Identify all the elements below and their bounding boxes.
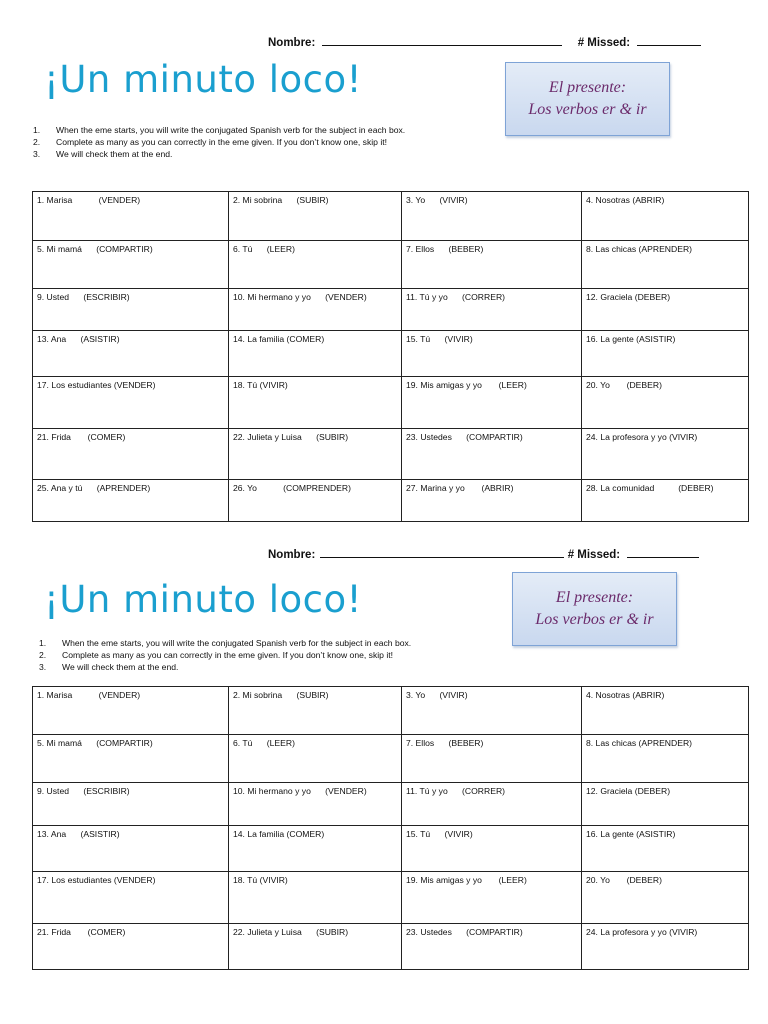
verb-cell[interactable]: 9. Usted (ESCRIBIR) bbox=[33, 783, 229, 826]
verb-cell[interactable]: 23. Ustedes (COMPARTIR) bbox=[402, 924, 582, 970]
verb-cell[interactable]: 25. Ana y tú (APRENDER) bbox=[33, 480, 229, 522]
verb-cell[interactable]: 15. Tú (VIVIR) bbox=[402, 331, 582, 377]
verb-cell[interactable]: 10. Mi hermano y yo (VENDER) bbox=[229, 783, 402, 826]
table-row bbox=[33, 331, 749, 377]
verb-cell[interactable]: 21. Frida (COMER) bbox=[33, 429, 229, 480]
verb-cell[interactable]: 17. Los estudiantes (VENDER) bbox=[33, 872, 229, 924]
verb-cell[interactable]: 4. Nosotras (ABRIR) bbox=[582, 192, 749, 241]
instruction-item: 1. When the eme starts, you will write the conjugated Spanish verb for the subject in each box. bbox=[39, 638, 412, 648]
verb-cell[interactable]: 8. Las chicas (APRENDER) bbox=[582, 241, 749, 289]
table-row bbox=[33, 826, 749, 872]
nombre-label: Nombre: bbox=[268, 549, 316, 561]
verb-grid bbox=[32, 686, 749, 970]
table-row bbox=[33, 735, 749, 783]
instruction-item: 3. We will check them at the end. bbox=[39, 662, 179, 672]
verb-cell[interactable]: 14. La familia (COMER) bbox=[229, 331, 402, 377]
verb-cell[interactable]: 11. Tú y yo (CORRER) bbox=[402, 289, 582, 331]
verb-cell[interactable]: 9. Usted (ESCRIBIR) bbox=[33, 289, 229, 331]
instructions-list bbox=[33, 124, 405, 160]
verb-cell[interactable]: 20. Yo (DEBER) bbox=[582, 377, 749, 429]
verb-cell[interactable]: 7. Ellos (BEBER) bbox=[402, 735, 582, 783]
instruction-item: 1. When the eme starts, you will write the conjugated Spanish verb for the subject in each box. bbox=[33, 125, 406, 135]
verb-cell[interactable]: 17. Los estudiantes (VENDER) bbox=[33, 377, 229, 429]
verb-cell[interactable]: 22. Julieta y Luisa (SUBIR) bbox=[229, 924, 402, 970]
verb-cell[interactable]: 27. Marina y yo (ABRIR) bbox=[402, 480, 582, 522]
topic-box bbox=[512, 572, 677, 646]
verb-cell[interactable]: 21. Frida (COMER) bbox=[33, 924, 229, 970]
nombre-blank[interactable] bbox=[322, 34, 562, 46]
missed-blank[interactable] bbox=[627, 546, 699, 558]
verb-cell[interactable]: 7. Ellos (BEBER) bbox=[402, 241, 582, 289]
missed-blank[interactable] bbox=[637, 34, 701, 46]
verb-cell[interactable]: 1. Marisa (VENDER) bbox=[33, 192, 229, 241]
verb-cell[interactable]: 6. Tú (LEER) bbox=[229, 735, 402, 783]
verb-cell[interactable]: 18. Tú (VIVIR) bbox=[229, 872, 402, 924]
missed-label: # Missed: bbox=[577, 37, 631, 49]
verb-cell[interactable]: 2. Mi sobrina (SUBIR) bbox=[229, 192, 402, 241]
verb-cell[interactable]: 26. Yo (COMPRENDER) bbox=[229, 480, 402, 522]
verb-cell[interactable]: 1. Marisa (VENDER) bbox=[33, 687, 229, 735]
table-row bbox=[33, 289, 749, 331]
verb-cell[interactable]: 19. Mis amigas y yo (LEER) bbox=[402, 872, 582, 924]
verb-cell[interactable]: 16. La gente (ASISTIR) bbox=[582, 331, 749, 377]
verb-cell[interactable]: 3. Yo (VIVIR) bbox=[402, 192, 582, 241]
verb-cell[interactable]: 5. Mi mamá (COMPARTIR) bbox=[33, 735, 229, 783]
topic-line-2: Los verbos er & ir bbox=[528, 101, 647, 118]
table-row bbox=[33, 480, 749, 522]
verb-cell[interactable]: 13. Ana (ASISTIR) bbox=[33, 826, 229, 872]
verb-cell[interactable]: 10. Mi hermano y yo (VENDER) bbox=[229, 289, 402, 331]
name-missed-line bbox=[268, 34, 701, 49]
table-row bbox=[33, 687, 749, 735]
table-row bbox=[33, 872, 749, 924]
verb-cell[interactable]: 23. Ustedes (COMPARTIR) bbox=[402, 429, 582, 480]
nombre-blank[interactable] bbox=[320, 546, 564, 558]
verb-cell[interactable]: 12. Graciela (DEBER) bbox=[582, 783, 749, 826]
verb-cell[interactable]: 22. Julieta y Luisa (SUBIR) bbox=[229, 429, 402, 480]
verb-cell[interactable]: 3. Yo (VIVIR) bbox=[402, 687, 582, 735]
verb-cell[interactable]: 19. Mis amigas y yo (LEER) bbox=[402, 377, 582, 429]
verb-cell[interactable]: 6. Tú (LEER) bbox=[229, 241, 402, 289]
nombre-label: Nombre: bbox=[268, 37, 316, 49]
verb-cell[interactable]: 16. La gente (ASISTIR) bbox=[582, 826, 749, 872]
name-missed-line bbox=[268, 546, 699, 561]
verb-cell[interactable]: 20. Yo (DEBER) bbox=[582, 872, 749, 924]
verb-cell[interactable]: 2. Mi sobrina (SUBIR) bbox=[229, 687, 402, 735]
worksheet-title: ¡Un minuto loco! bbox=[44, 58, 362, 101]
topic-line-1: El presente: bbox=[548, 79, 627, 96]
verb-cell[interactable]: 24. La profesora y yo (VIVIR) bbox=[582, 924, 749, 970]
verb-cell[interactable]: 14. La familia (COMER) bbox=[229, 826, 402, 872]
verb-cell[interactable]: 18. Tú (VIVIR) bbox=[229, 377, 402, 429]
verb-cell[interactable]: 8. Las chicas (APRENDER) bbox=[582, 735, 749, 783]
verb-grid bbox=[32, 191, 749, 522]
table-row bbox=[33, 429, 749, 480]
table-row bbox=[33, 241, 749, 289]
instruction-item: 3. We will check them at the end. bbox=[33, 149, 173, 159]
table-row bbox=[33, 924, 749, 970]
verb-cell[interactable]: 24. La profesora y yo (VIVIR) bbox=[582, 429, 749, 480]
topic-box bbox=[505, 62, 670, 136]
verb-cell[interactable]: 12. Graciela (DEBER) bbox=[582, 289, 749, 331]
topic-line-2: Los verbos er & ir bbox=[535, 611, 654, 628]
instruction-item: 2. Complete as many as you can correctly in the eme given. If you don’t know one, skip it! bbox=[39, 650, 394, 660]
table-row bbox=[33, 192, 749, 241]
verb-cell[interactable]: 11. Tú y yo (CORRER) bbox=[402, 783, 582, 826]
instruction-item: 2. Complete as many as you can correctly in the eme given. If you don’t know one, skip it! bbox=[33, 137, 388, 147]
verb-cell[interactable]: 15. Tú (VIVIR) bbox=[402, 826, 582, 872]
worksheet-title: ¡Un minuto loco! bbox=[44, 578, 362, 621]
missed-label: # Missed: bbox=[567, 549, 621, 561]
instructions-list bbox=[39, 637, 411, 673]
table-row bbox=[33, 377, 749, 429]
table-row bbox=[33, 783, 749, 826]
verb-cell[interactable]: 28. La comunidad (DEBER) bbox=[582, 480, 749, 522]
verb-cell[interactable]: 13. Ana (ASISTIR) bbox=[33, 331, 229, 377]
verb-cell[interactable]: 5. Mi mamá (COMPARTIR) bbox=[33, 241, 229, 289]
verb-cell[interactable]: 4. Nosotras (ABRIR) bbox=[582, 687, 749, 735]
topic-line-1: El presente: bbox=[555, 589, 634, 606]
